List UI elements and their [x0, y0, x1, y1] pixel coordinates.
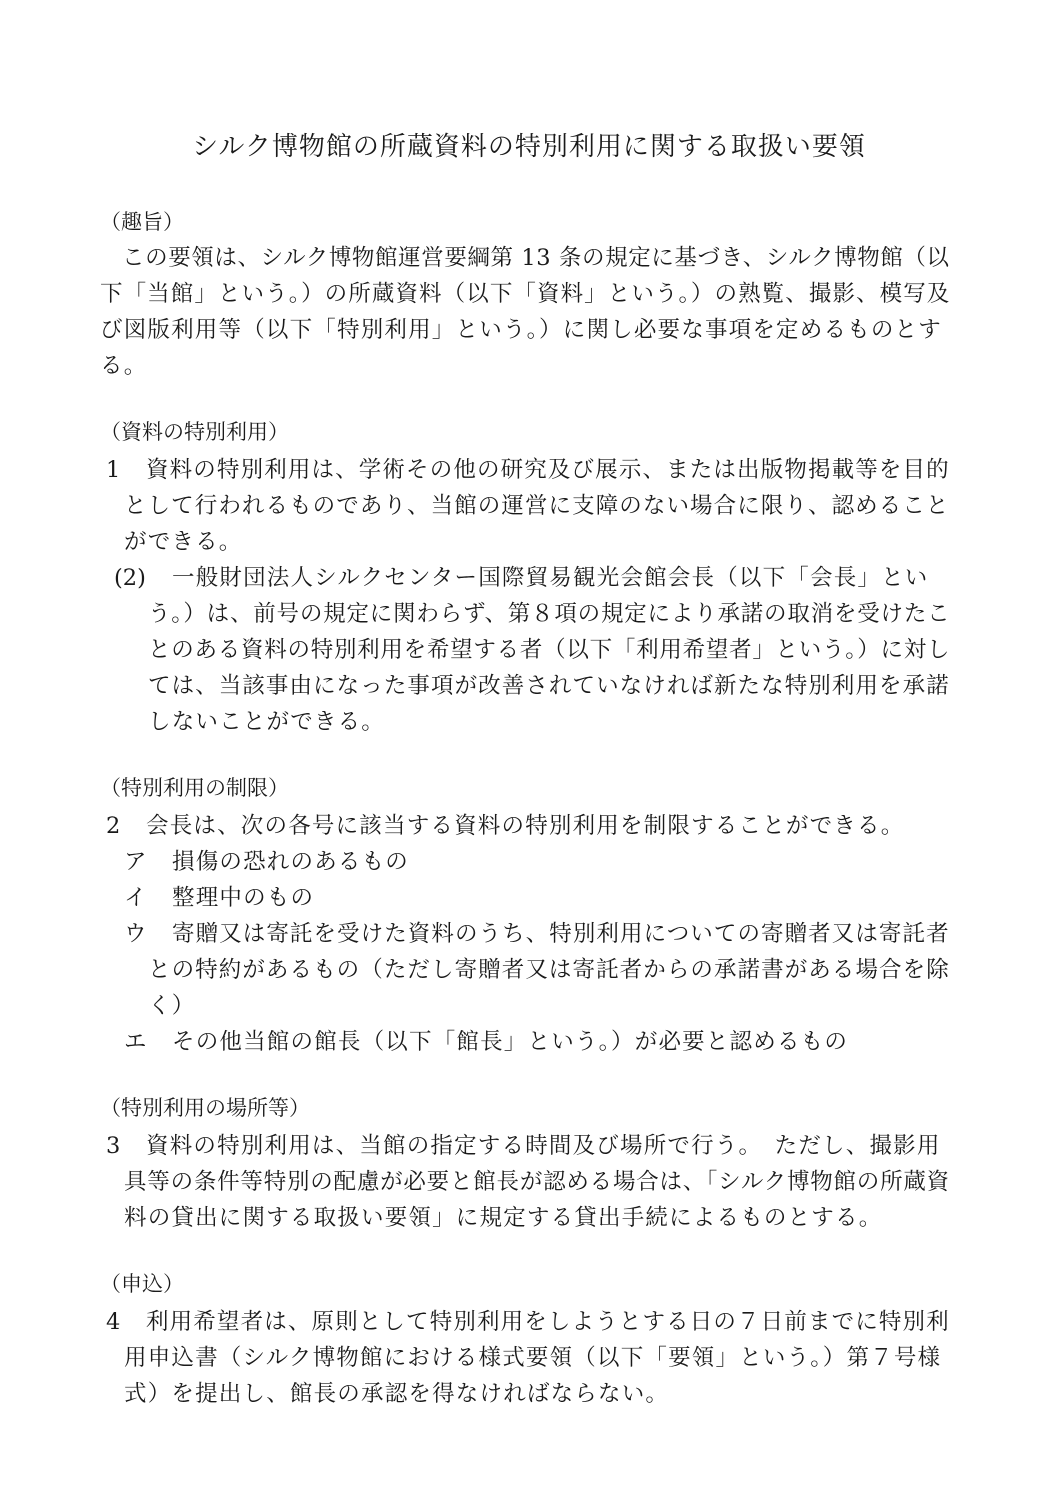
paragraph-line: ては、当該事由になった事項が改善されていなければ新たな特別利用を承諾 — [148, 673, 950, 699]
paragraph-line: る。 — [100, 353, 148, 379]
section-heading: （特別利用の制限） — [100, 776, 289, 800]
paragraph-line: 資料の特別利用は、学術その他の研究及び展示、または出版物掲載等を目的 — [146, 457, 950, 483]
clause-number: 3 — [106, 1133, 121, 1159]
paragraph-line: 利用希望者は、原則として特別利用をしようとする日の７日前までに特別利 — [146, 1309, 950, 1335]
item-mark: ア — [124, 849, 147, 875]
clause-number: 2 — [106, 813, 121, 839]
paragraph-line: 一般財団法人シルクセンター国際貿易観光会館会長（以下「会長」とい — [172, 565, 929, 591]
item-mark: イ — [124, 885, 147, 911]
paragraph-line: 下「当館」という。）の所蔵資料（以下「資料」という。）の熟覧、撮影、模写及 — [100, 281, 951, 307]
document-title: シルク博物館の所蔵資料の特別利用に関する取扱い要領 — [192, 132, 866, 162]
paragraph-line: 料の貸出に関する取扱い要領」に規定する貸出手続によるものとする。 — [124, 1205, 883, 1231]
item-mark: ウ — [124, 921, 147, 947]
clause-number: 4 — [106, 1309, 121, 1335]
list-item: 整理中のもの — [172, 885, 315, 911]
paragraph-line: しないことができる。 — [148, 709, 386, 735]
paragraph-line: ができる。 — [124, 529, 243, 555]
paragraph-line: この要領は、シルク博物館運営要綱第 13 条の規定に基づき、シルク博物館（以 — [122, 245, 950, 271]
paragraph-line: 資料の特別利用は、当館の指定する時間及び場所で行う。 ただし、撮影用 — [146, 1133, 941, 1159]
section-heading: （趣旨） — [100, 210, 184, 234]
paragraph-line: とのある資料の特別利用を希望する者（以下「利用希望者」という。）に対し — [148, 637, 951, 663]
list-item: 損傷の恐れのあるもの — [172, 849, 410, 875]
clause-number: 1 — [106, 457, 121, 483]
paragraph-line: う。）は、前号の規定に関わらず、第８項の規定により承諾の取消を受けたこ — [148, 601, 951, 627]
paragraph-line: 式）を提出し、館長の承認を得なければならない。 — [124, 1381, 670, 1407]
paragraph-line: 用申込書（シルク博物館における様式要領（以下「要領」という。）第７号様 — [124, 1345, 942, 1371]
list-item: 寄贈又は寄託を受けた資料のうち、特別利用についての寄贈者又は寄託者 — [172, 921, 950, 947]
paragraph-line: 具等の条件等特別の配慮が必要と館長が認める場合は、「シルク博物館の所蔵資 — [124, 1169, 950, 1195]
list-item: く） — [148, 993, 196, 1019]
item-mark: エ — [124, 1029, 147, 1055]
section-heading: （資料の特別利用） — [100, 420, 289, 444]
section-heading: （申込） — [100, 1272, 184, 1296]
paragraph-line: び図版利用等（以下「特別利用」という。）に関し必要な事項を定めるものとす — [100, 317, 942, 343]
paragraph-line: 会長は、次の各号に該当する資料の特別利用を制限することができる。 — [146, 813, 905, 839]
section-heading: （特別利用の場所等） — [100, 1096, 310, 1120]
sub-clause-number: (2) — [114, 565, 146, 591]
paragraph-line: として行われるものであり、当館の運営に支障のない場合に限り、認めること — [124, 493, 950, 519]
list-item: その他当館の館長（以下「館長」という。）が必要と認めるもの — [172, 1029, 849, 1055]
list-item: との特約があるもの（ただし寄贈者又は寄託者からの承諾書がある場合を除 — [148, 957, 950, 983]
